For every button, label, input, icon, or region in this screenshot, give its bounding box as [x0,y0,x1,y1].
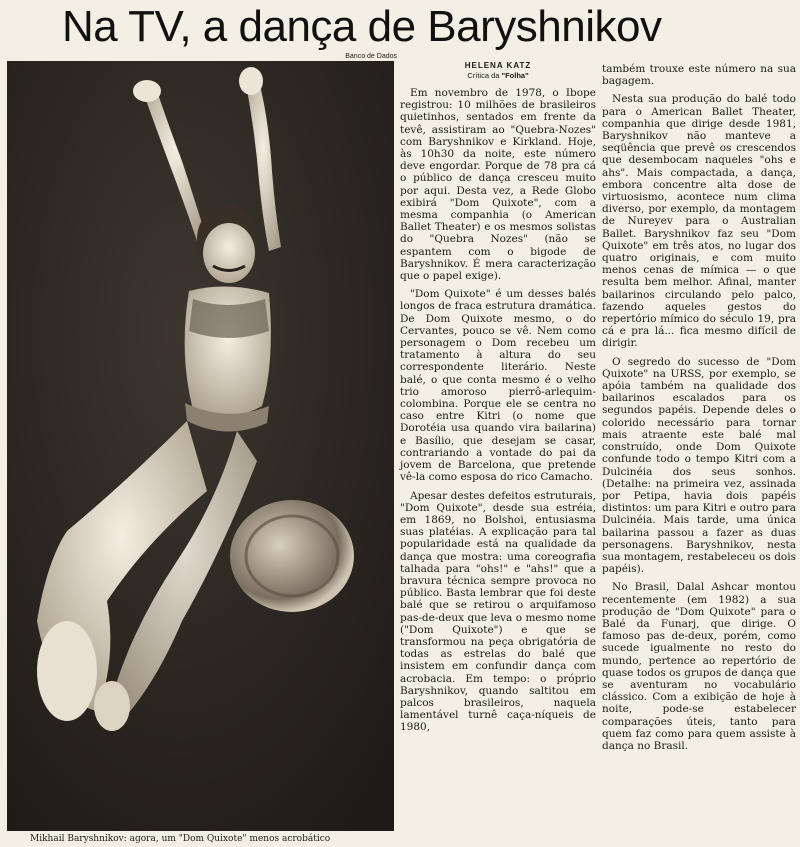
headline: Na TV, a dança de Baryshnikov [62,2,662,51]
photo-credit: Banco de Dados [345,53,397,60]
article-paragraph: Apesar destes defeitos estruturais, "Dom Quixote", desde sua estréia, em 1869, no Bolshoi, entusiasma suas platéias. A explicação para tal popularidade está na qualidade da dança que mostra: uma coreografia talhada para "ohs!" e "ahs!" que a bravura técnica sempre provoca no público. Basta lembrar que foi deste balé que se retirou o arquifamoso pas-de-deux que leva o mesmo nome ("Dom Quixote") e que se transformou na peça obrigatória de todas as estrelas do balé que insistem em confundir dança com acrobacia. Em tempo: o próprio Baryshnikov, quando saltitou em palcos brasileiros, naquela lamentável turnê caça-níqueis de 1980, [400,489,596,734]
author-role [400,71,596,81]
byline [400,60,596,86]
dancer-illustration [7,61,394,831]
dancer-photo [7,61,394,831]
article-paragraph: também trouxe este número na sua bagagem. [602,63,796,88]
article-paragraph: Em novembro de 1978, o Ibope registrou: 10 milhões de brasileiros quietinhos, sentados em frente da tevê, assistiram ao "Quebra-Nozes" com Baryshnikov e Kirkland. Hoje, às 10h30 da noite, este número deve engordar. Porque de 78 pra cá o público de dança cresceu muito por aqui. Desta vez, a Rede Globo exibirá "Dom Quixote", com a mesma companhia (o American Ballet Theater) e os mesmos solistas do "Quebra Nozes" (não se espantem com o bigode de Baryshnikov. É mera caracterização que o papel exige). [400,87,596,283]
article-paragraph: No Brasil, Dalal Ashcar montou recentemente (em 1982) a sua produção de "Dom Quixote" para o Balé da Funarj, que dirige. O famoso pas de-deux, porém, como sucede igualmente no resto do mundo, pertence ao repertório de quase todos os grupos de dança que se aventuram no vocabulário clássico. Com a exibição de hoje à noite, pode-se estabelecer comparações úteis, tanto para quem faz como para quem assiste à dança no Brasil. [602,581,796,752]
article-column-2 [602,63,796,752]
article-paragraph: O segredo do sucesso de "Dom Quixote" na URSS, por exemplo, se apóia também na qualidade dos bailarinos escalados para os segundos papéis. Depende deles o colorido necessário para tornar mais atraente este balé mal construído, onde Dom Quixote confunde todo o tempo Kitri com a Dulcinéia dos seus sonhos. (Detalhe: na primeira vez, assinada por Petipa, havia dois papéis distintos: um para Kitri e outro para Dulcinéia. Mais tarde, uma única bailarina passou a fazer as duas personagens. Baryshnikov, nesta sua montagem, restabeleceu os dois papéis). [602,355,796,576]
author-role-paper: "Folha" [501,71,529,80]
article-paragraph: "Dom Quixote" é um desses balés longos de fraca estrutura dramática. De Dom Quixote mesmo, o do Cervantes, pouco se vê. Nem como personagem o Dom recebeu um tratamento à altura do seu correspondente literário. Neste balé, o que conta mesmo é o velho trio amoroso pierrô-arlequim-colombina. Porque ele se centra no caso entre Kitri (o nome que Dorotéia usa quando vira bailarina) e Basílio, que desejam se casar, contrariando a vontade do pai da jovem de Barcelona, que pretende vê-la como esposa do rico Camacho. [400,288,596,484]
author-name: HELENA KATZ [464,61,532,70]
photo-caption: Mikhail Baryshnikov: agora, um "Dom Quixote" menos acrobático [30,834,331,844]
article-column-1 [400,87,596,734]
article-paragraph: Nesta sua produção do balé todo para o American Ballet Theater, companhia que dirige desde 1981, Baryshnikov não manteve a seqüência que prevê os crescendos que desembocam naqueles "ohs e ahs". Mais compactada, a dança, embora concentre alta dose de virtuosismo, acontece num clima diverso, por exemplo, da montagem de Nureyev para o Australian Ballet. Baryshnikov faz seu "Dom Quixote" em três atos, no lugar dos quatro originais, e com muito menos cenas de mímica — o que resulta bem melhor. Afinal, manter bailarinos circulando pelo palco, fazendo aqueles gestos do repertório mímico do século 19, pra cá e pra lá... fica mesmo difícil de dirigir. [602,93,796,350]
author-role-prefix: Crítica da [467,71,502,80]
